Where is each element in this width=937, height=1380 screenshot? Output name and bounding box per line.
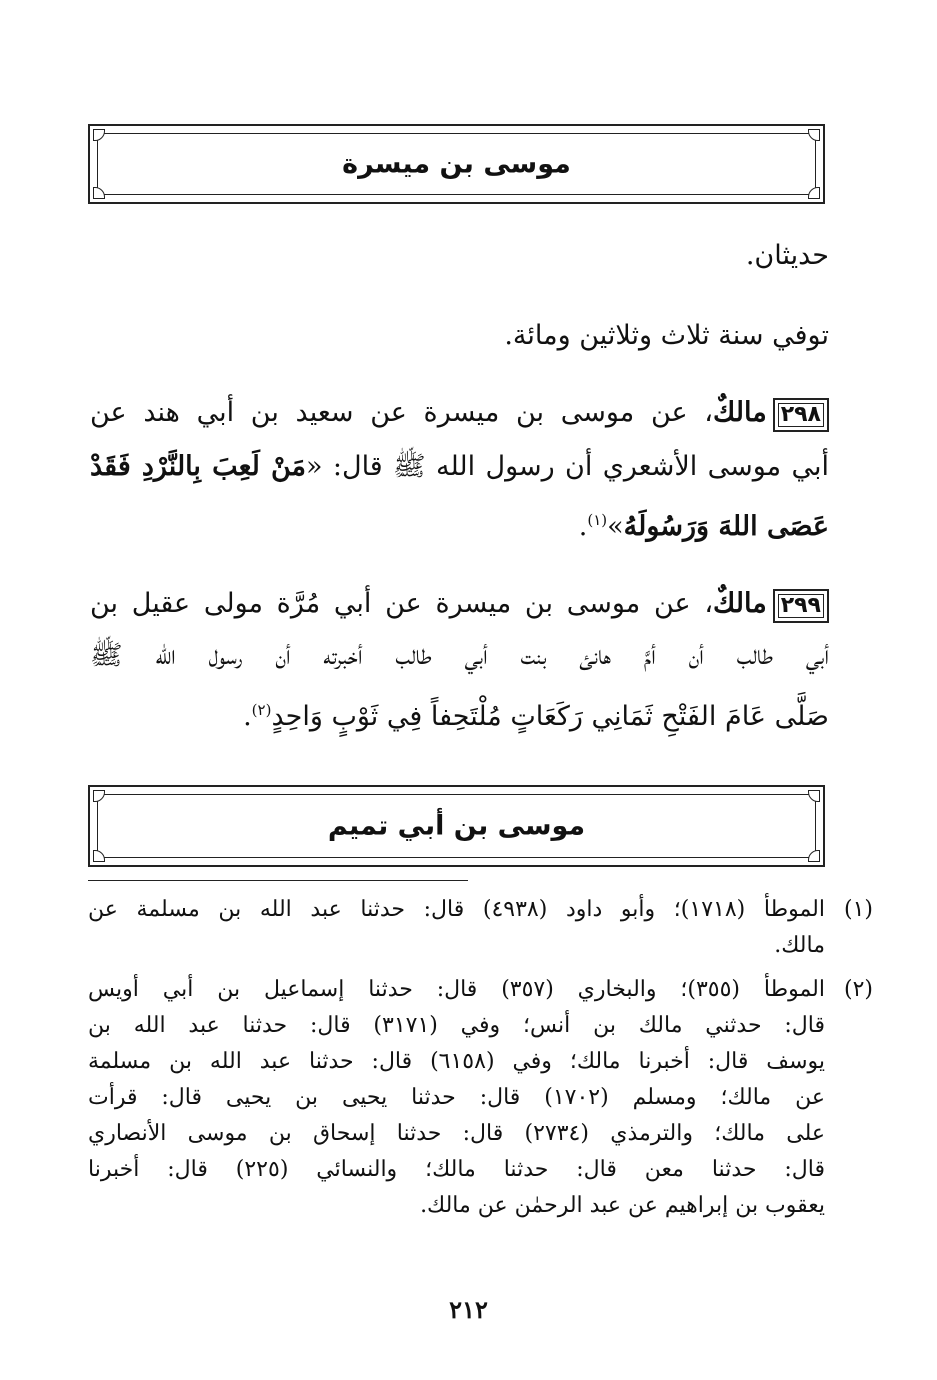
hadith-298-line-2 <box>90 447 829 487</box>
footnote-1 <box>88 892 873 964</box>
hadith-298-text: ، عن موسى بن ميسرة عن سعيد بن أبي هند عن <box>90 397 714 428</box>
frame-corner-ornament <box>808 790 820 802</box>
hadith-299-narrator: مالكٌ <box>713 588 767 619</box>
frame-corner-ornament <box>808 129 820 141</box>
footnote-line: يعقوب بن إبراهيم عن عبد الرحمٰن عن مالك. <box>420 1193 825 1218</box>
footnote-line: مالك. <box>774 933 825 958</box>
hadith-number-299: ٢٩٩ <box>773 589 829 623</box>
section-title-frame <box>88 785 825 867</box>
page-number: ٢١٢ <box>449 1295 488 1324</box>
footnote-line: الموطأ (٣٥٥)؛ والبخاري (٣٥٧) قال: حدثنا إسماعيل بن أبي أويس <box>88 977 825 1002</box>
period: . <box>578 511 588 542</box>
frame-corner-ornament <box>93 790 105 802</box>
frame-corner-ornament <box>808 850 820 862</box>
footnote-ref-1[interactable]: (١) <box>587 511 608 529</box>
hadith-299-text: صَلَّى عَامَ الفَتْحِ ثَمَانِي رَكَعَاتٍ مُلْتَحِفاً فِي ثَوْبٍ وَاحِدٍ <box>271 701 829 732</box>
frame-corner-ornament <box>93 129 105 141</box>
hadith-299-text: ، عن موسى بن ميسرة عن أبي مُرَّة مولى عقيل بن <box>90 588 714 619</box>
hadith-298-narrator: مالكٌ <box>713 397 767 428</box>
section-title: موسى بن ميسرة <box>342 148 571 180</box>
footnote-ref-2[interactable]: (٢) <box>251 701 272 719</box>
footnote-line: الموطأ (١٧١٨)؛ وأبو داود (٤٩٣٨) قال: حدثنا عبد الله بن مسلمة عن <box>88 897 825 922</box>
quote-close-mark: » <box>607 511 624 542</box>
hadith-298-text: أبي موسى الأشعري أن رسول الله ﷺ قال: « <box>306 451 829 482</box>
section-title-frame <box>88 124 825 204</box>
hadith-number-298: ٢٩٨ <box>773 398 829 432</box>
frame-corner-ornament <box>808 187 820 199</box>
footnote-number: (٢) <box>843 977 873 1002</box>
hadith-298-line-3 <box>90 500 829 547</box>
footnote-line: قال: حدثني مالك بن أنس؛ وفي (٣١٧١) قال: حدثنا عبد الله بن <box>88 1013 825 1038</box>
hadith-298-quote: مَنْ لَعِبَ بِالنَّرْدِ فَقَدْ <box>90 451 307 482</box>
frame-corner-ornament <box>93 187 105 199</box>
footnote-divider <box>88 880 468 881</box>
footnote-number: (١) <box>843 897 873 922</box>
hadith-299-line-2: أبي طالب أن أمَّ هانئ بنت أبي طالب أخبرته أن رسول الله ﷺ <box>90 640 829 671</box>
section-title: موسى بن أبي تميم <box>327 810 586 842</box>
hadith-298-quote: عَصَى اللهَ وَرَسُولَهُ <box>623 511 829 542</box>
intro-line-count: حديثان. <box>745 240 829 271</box>
hadith-298-line-1 <box>90 393 829 433</box>
hadith-299-line-1 <box>90 584 829 624</box>
footnote-2 <box>88 972 873 1224</box>
period: . <box>243 701 252 732</box>
footnote-line: عن مالك؛ ومسلم (١٧٠٢) قال: حدثنا يحيى بن يحيى قال: قرأت <box>88 1085 825 1110</box>
footnote-line: على مالك؛ والترمذي (٢٧٣٤) قال: حدثنا إسحاق بن موسى الأنصاري <box>88 1121 825 1146</box>
footnote-line: قال: حدثنا معن قال: حدثنا مالك؛ والنسائي (٢٢٥) قال: أخبرنا <box>88 1157 825 1182</box>
intro-line-death: توفي سنة ثلاث وثلاثين ومائة. <box>504 320 829 351</box>
hadith-299-line-3 <box>90 690 829 737</box>
frame-corner-ornament <box>93 850 105 862</box>
footnote-line: يوسف قال: أخبرنا مالك؛ وفي (٦١٥٨) قال: حدثنا عبد الله بن مسلمة <box>88 1049 825 1074</box>
